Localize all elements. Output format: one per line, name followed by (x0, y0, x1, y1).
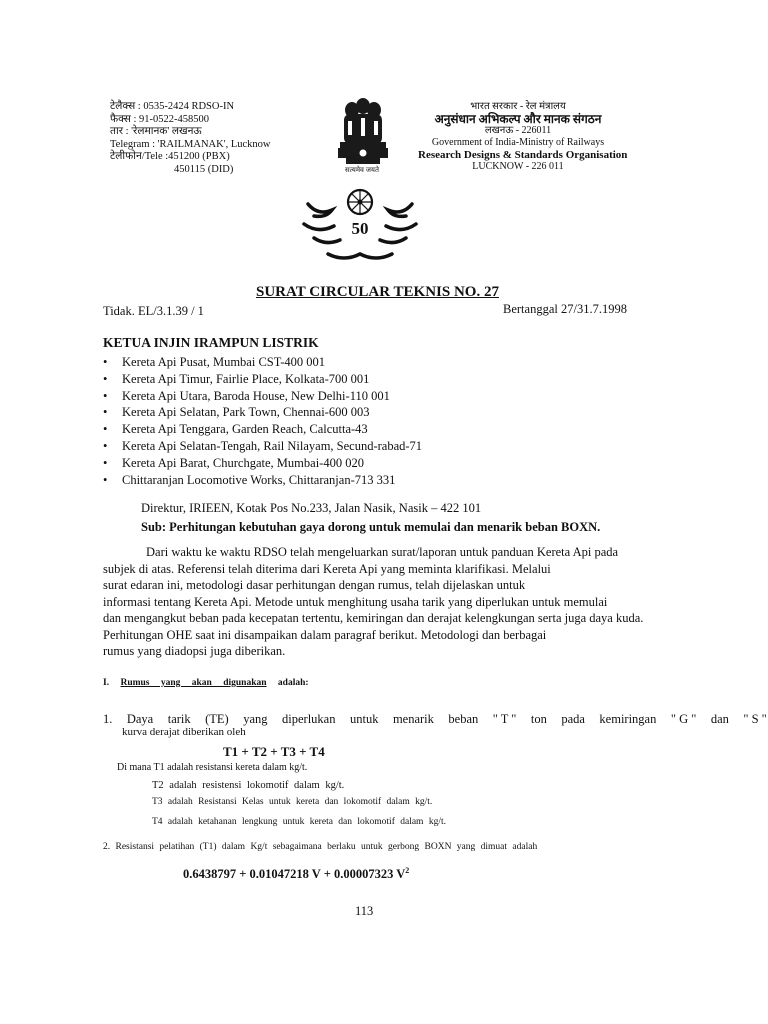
section-numeral: I. (103, 678, 110, 688)
organisation-hindi-line: अनुसंधान अभिकल्प और मानक संगठन (434, 112, 602, 126)
bullet: • (103, 422, 108, 437)
ministry-hindi-line: भारत सरकार - रेल मंत्रालय (470, 101, 566, 112)
city-line: LUCKNOW - 226 011 (472, 161, 564, 172)
list-item (103, 421, 422, 438)
telegram-hindi-line: तार : 'रेलमानक' लखनऊ (110, 126, 202, 138)
circular-title: SURAT CIRCULAR TEKNIS NO. 27 (256, 284, 499, 300)
reference-date: Bertanggal 27/31.7.1998 (503, 302, 627, 316)
formula-base: 0.6438797 + 0.01047218 V + 0.00007323 V (183, 867, 406, 882)
item-word: " G " (670, 712, 697, 726)
item-number: 1. (103, 712, 113, 726)
paragraph-line: dan mengangkut beban pada kecepatan tertentu, kemiringan dan derajat kelengkungan serta juga daya kuda. (103, 611, 644, 625)
list-item (103, 354, 422, 371)
letterhead-contact-block (110, 101, 271, 177)
emblem-motto: सत्यमेव जयते (345, 166, 379, 174)
item-word: ton (530, 712, 547, 726)
bullet: • (103, 455, 108, 470)
subject-line: Sub: Perhitungan kebutuhan gaya dorong untuk memulai dan menarik beban BOXN. (141, 520, 601, 534)
item-word: beban (448, 712, 479, 726)
paragraph-line: rumus yang diadopsi juga diberikan. (103, 644, 286, 658)
bullet: • (103, 371, 108, 386)
list-item (103, 404, 422, 421)
list-item (103, 455, 422, 472)
telephone-line: टेलीफोन/Tele :451200 (PBX) (110, 151, 230, 163)
telegram-line: Telegram : 'RAILMANAK', Lucknow (110, 138, 271, 150)
list-item (103, 472, 422, 489)
city-hindi-line: लखनऊ - 226011 (484, 125, 552, 136)
item-word: dan (710, 712, 729, 726)
item-1-line-1 (103, 712, 767, 727)
addressee-text: Kereta Api Selatan, Park Town, Chennai-600 003 (122, 405, 370, 420)
telex-line: टेलैक्स : 0535-2424 RDSO-IN (110, 101, 235, 112)
jubilee-number: 50 (351, 219, 369, 238)
list-item (103, 438, 422, 455)
addressee-text: Kereta Api Selatan-Tengah, Rail Nilayam, Secund-rabad-71 (122, 438, 423, 453)
addressee-text: Kereta Api Barat, Churchgate, Mumbai-400 020 (122, 455, 364, 470)
letterhead-organisation-block (418, 101, 628, 173)
addressee-text: Kereta Api Utara, Baroda House, New Delhi-110 001 (122, 388, 390, 403)
addressee-text: Kereta Api Pusat, Mumbai CST-400 001 (122, 355, 326, 369)
body-paragraph (103, 544, 643, 660)
ministry-line: Government of India-Ministry of Railways (431, 137, 605, 148)
paragraph-line: subjek di atas. Referensi telah diterima dari Kereta Api yang meminta klarifikasi. Melalui (103, 561, 551, 576)
paragraph-line: Dari waktu ke waktu RDSO telah mengeluarkan surat/laporan untuk panduan Kereta Api pada (146, 545, 619, 559)
page-number: 113 (355, 904, 374, 918)
section-heading-rest: adalah: (277, 678, 309, 688)
definition-t4: T4 adalah ketahanan lengkung untuk kereta dan lokomotif dalam kg/t. (152, 817, 446, 827)
formula-exponent: 2 (405, 866, 410, 875)
item-word: yang (243, 712, 268, 726)
bullet: • (103, 355, 108, 369)
recipient-heading: KETUA INJIN IRAMPUN LISTRIK (103, 335, 319, 350)
item-word: diperlukan (282, 712, 336, 726)
addressee-text: Kereta Api Tenggara, Garden Reach, Calcutta-43 (122, 422, 368, 437)
item-1 (103, 712, 767, 738)
fax-line: फैक्स : 91-0522-458500 (110, 113, 210, 125)
bullet: • (103, 472, 108, 487)
bullet: • (103, 388, 108, 403)
definition-t1: Di mana T1 adalah resistansi kereta dalam kg/t. (117, 762, 308, 773)
item-word: " T " (492, 712, 517, 726)
item-1-line-2: kurva derajat diberikan oleh (122, 726, 246, 738)
train-resistance-formula (183, 866, 409, 882)
definition-t3: T3 adalah Resistansi Kelas untuk kereta dan lokomotif dalam kg/t. (152, 797, 433, 807)
tractive-effort-formula: T1 + T2 + T3 + T4 (223, 744, 325, 759)
list-item (103, 371, 422, 388)
item-2: 2. Resistansi pelatihan (T1) dalam Kg/t sebagaimana berlaku untuk gerbong BOXN yang dimuat adalah (103, 842, 538, 852)
item-word: kemiringan (599, 712, 657, 726)
director-address: Direktur, IRIEEN, Kotak Pos No.233, Jalan Nasik, Nasik – 422 101 (141, 501, 482, 515)
paragraph-line: surat edaran ini, metodologi dasar perhitungan dengan rumus, telah dijelaskan untuk (103, 578, 526, 592)
item-word: " S " (743, 712, 767, 726)
organisation-name: Research Designs & Standards Organisation (418, 149, 628, 161)
bullet: • (103, 438, 108, 453)
definition-t2: T2 adalah resistensi lokomotif dalam kg/t. (152, 780, 345, 791)
addressee-list (103, 354, 422, 488)
item-word: untuk (349, 712, 379, 726)
section-heading (103, 678, 309, 688)
item-word: tarik (167, 712, 191, 726)
telephone-did-line: 450115 (DID) (174, 163, 234, 175)
list-item (103, 388, 422, 405)
paragraph-line: informasi tentang Kereta Api. Metode untuk menghitung usaha tarik yang diperlukan untuk memulai (103, 594, 608, 609)
paragraph-line: Perhitungan OHE saat ini disampaikan dalam paragraf berikut. Metodologi dan berbagai (103, 627, 547, 642)
bullet: • (103, 405, 108, 420)
jubilee-50-emblem-icon (300, 180, 420, 270)
item-word: menarik (392, 712, 434, 726)
section-heading-underlined: Rumus yang akan digunakan (120, 678, 267, 688)
chakra-wheel-icon (348, 190, 372, 214)
addressee-text: Kereta Api Timur, Fairlie Place, Kolkata-700 001 (122, 371, 370, 386)
item-word: pada (561, 712, 585, 726)
reference-number: Tidak. EL/3.1.39 / 1 (103, 304, 204, 318)
item-word: Daya (126, 712, 154, 726)
item-word: (TE) (205, 712, 229, 726)
addressee-text: Chittaranjan Locomotive Works, Chittaranjan-713 331 (122, 472, 396, 487)
